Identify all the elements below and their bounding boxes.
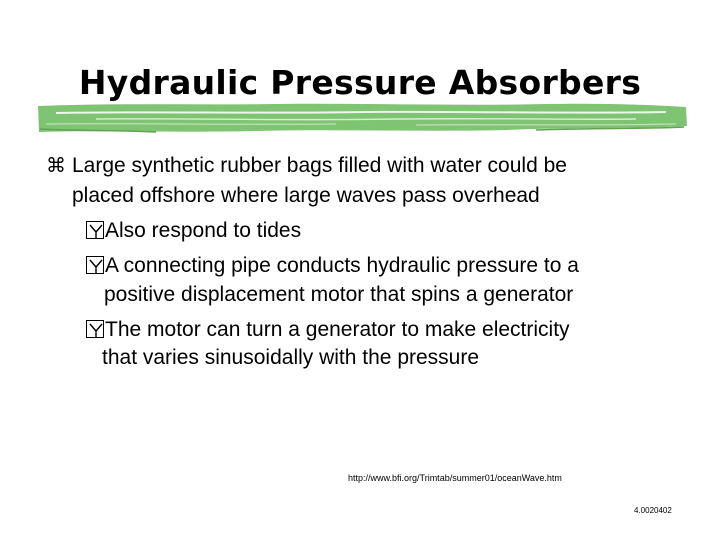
bullet-3-line-2: positive displacement motor that spins a generator	[104, 283, 574, 306]
checkbox-y-icon	[86, 256, 104, 274]
checkbox-y-icon	[86, 320, 104, 338]
bullet-1-line-1: Large synthetic rubber bags filled with water could be	[72, 154, 567, 177]
slide-title: Hydraulic Pressure Absorbers	[78, 63, 642, 102]
source-url: http://www.bfi.org/Trimtab/summer01/oceanWave.htm	[348, 473, 562, 483]
z-dingbat-icon: ⌘	[46, 153, 66, 177]
bullet-4-line-2: that varies sinusoidally with the pressure	[102, 346, 480, 369]
bullet-4-line-1: The motor can turn a generator to make electricity	[105, 318, 570, 341]
slide-number: 4.0020402	[634, 506, 672, 515]
bullet-3-line-1: A connecting pipe conducts hydraulic pressure to a	[105, 254, 579, 277]
bullet-2-line-1: Also respond to tides	[105, 219, 302, 242]
bullet-1-line-2: placed offshore where large waves pass overhead	[72, 184, 540, 207]
checkbox-y-icon	[86, 221, 104, 239]
